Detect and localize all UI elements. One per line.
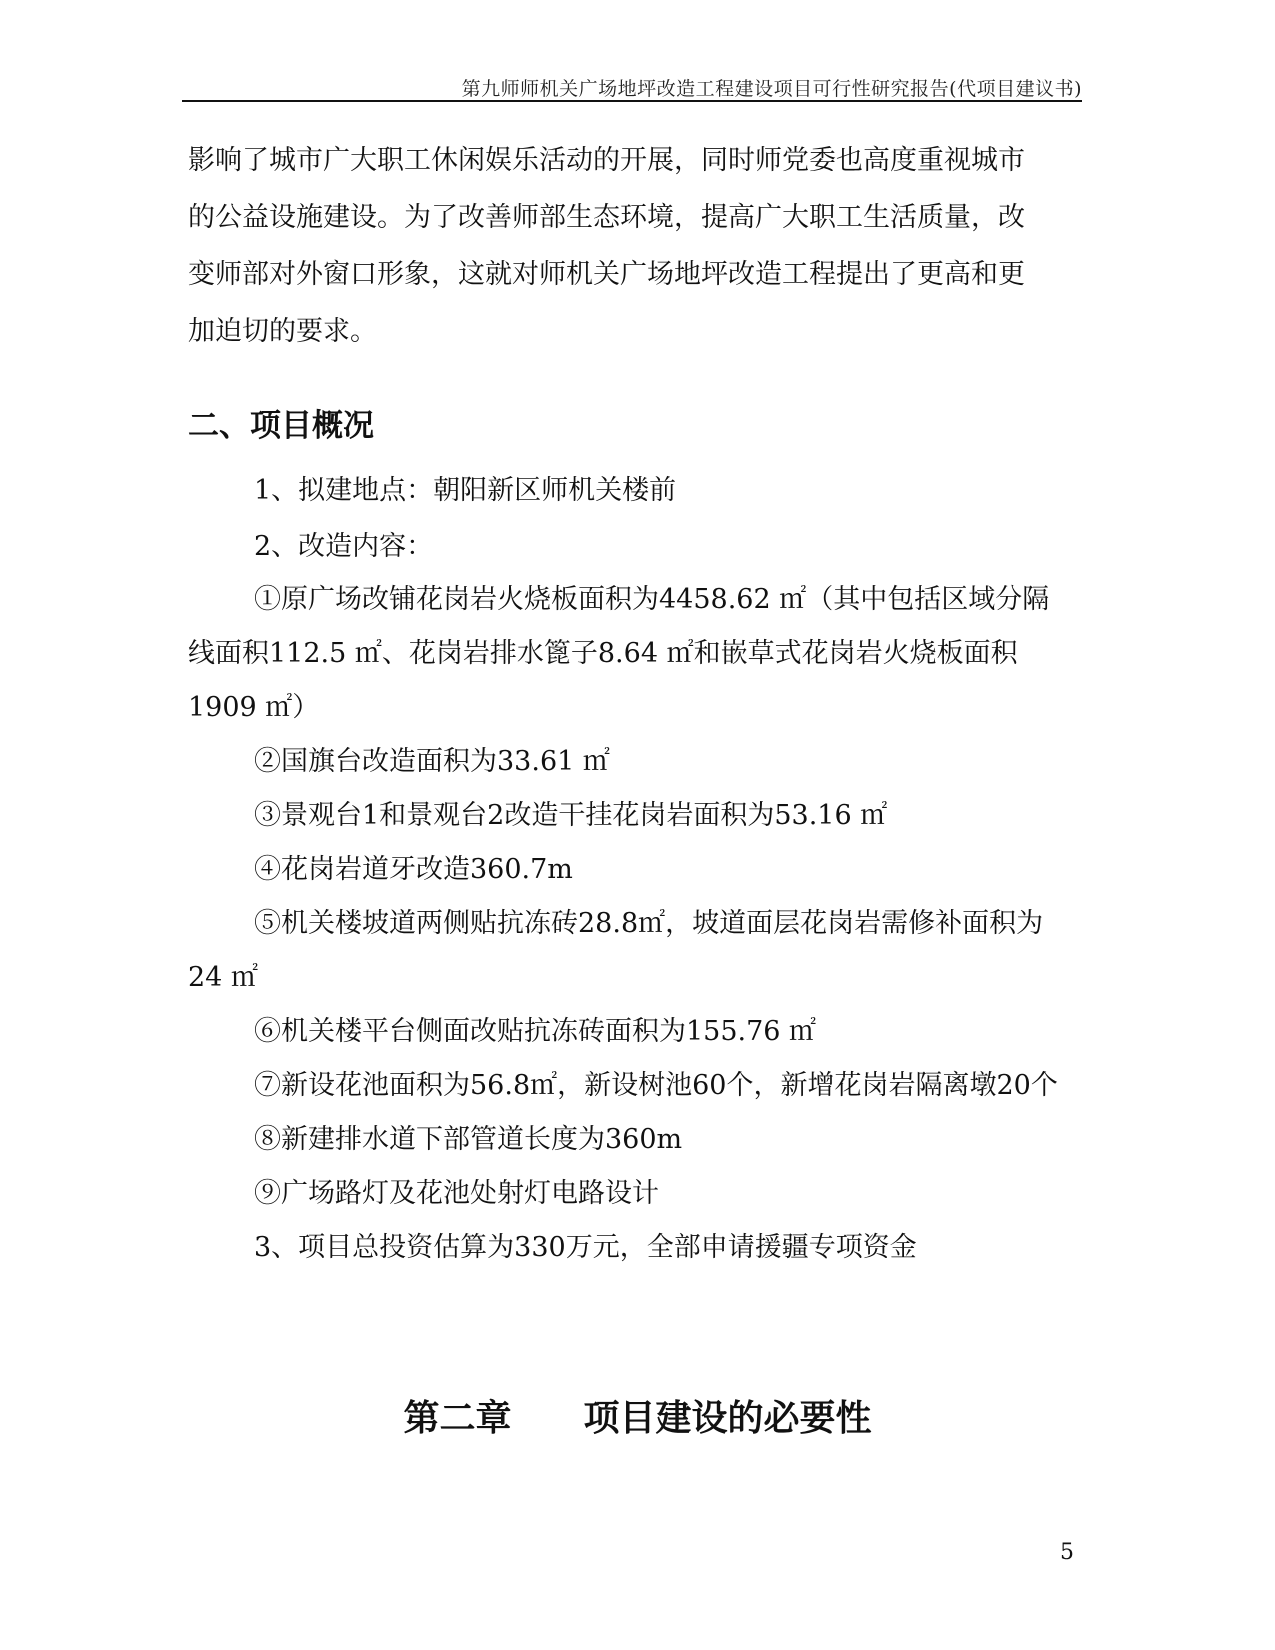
item-content-4: ④花岗岩道牙改造360.7m	[254, 854, 573, 885]
item-content-6: ⑥机关楼平台侧面改贴抗冻砖面积为155.76 ㎡	[254, 1016, 817, 1047]
item-content-1-note: （其中包括区域分隔	[806, 584, 1050, 615]
intro-line-1: 影响了城市广大职工休闲娱乐活动的开展，同时师党委也高度重视城市	[188, 145, 1025, 176]
item-investment: 3、项目总投资估算为330万元，全部申请援疆专项资金	[254, 1232, 917, 1263]
item-content-9: ⑨广场路灯及花池处射灯电路设计	[254, 1178, 659, 1209]
item-content-1-line-2: 线面积112.5 ㎡、花岗岩排水篦子8.64 ㎡和嵌草式花岗岩火烧板面积	[188, 638, 1018, 669]
header-rule	[182, 100, 1082, 102]
item-content-8: ⑧新建排水道下部管道长度为360m	[254, 1124, 683, 1155]
intro-line-2: 的公益设施建设。为了改善师部生态环境，提高广大职工生活质量，改	[188, 202, 1025, 233]
intro-line-3: 变师部对外窗口形象，这就对师机关广场地坪改造工程提出了更高和更	[188, 259, 1025, 290]
item-content-3: ③景观台1和景观台2改造干挂花岗岩面积为53.16 ㎡	[254, 800, 888, 831]
running-header: 第九师师机关广场地坪改造工程建设项目可行性研究报告(代项目建议书)	[461, 78, 1082, 100]
item-content-1-line-3: 1909 ㎡）	[188, 692, 320, 723]
item-content-5-line-1: ⑤机关楼坡道两侧贴抗冻砖28.8㎡，坡道面层花岗岩需修补面积为	[254, 908, 1044, 939]
item-content-label: 2、改造内容：	[254, 531, 434, 562]
item-content-1-area: ①原广场改铺花岗岩火烧板面积为4458.62 ㎡	[254, 584, 807, 615]
page-number: 5	[1060, 1540, 1074, 1565]
chapter-title: 第二章 项目建设的必要性	[403, 1398, 872, 1439]
item-content-2: ②国旗台改造面积为33.61 ㎡	[254, 746, 610, 777]
item-content-7: ⑦新设花池面积为56.8㎡，新设树池60个，新增花岗岩隔离墩20个	[254, 1070, 1058, 1101]
item-content-5-line-2: 24 ㎡	[188, 962, 258, 993]
intro-line-4: 加迫切的要求。	[188, 316, 377, 347]
section-heading: 二、项目概况	[188, 408, 374, 444]
item-content-1-line-1	[254, 583, 1049, 617]
intro-paragraph	[188, 132, 1088, 360]
item-location: 1、拟建地点：朝阳新区师机关楼前	[254, 475, 677, 506]
